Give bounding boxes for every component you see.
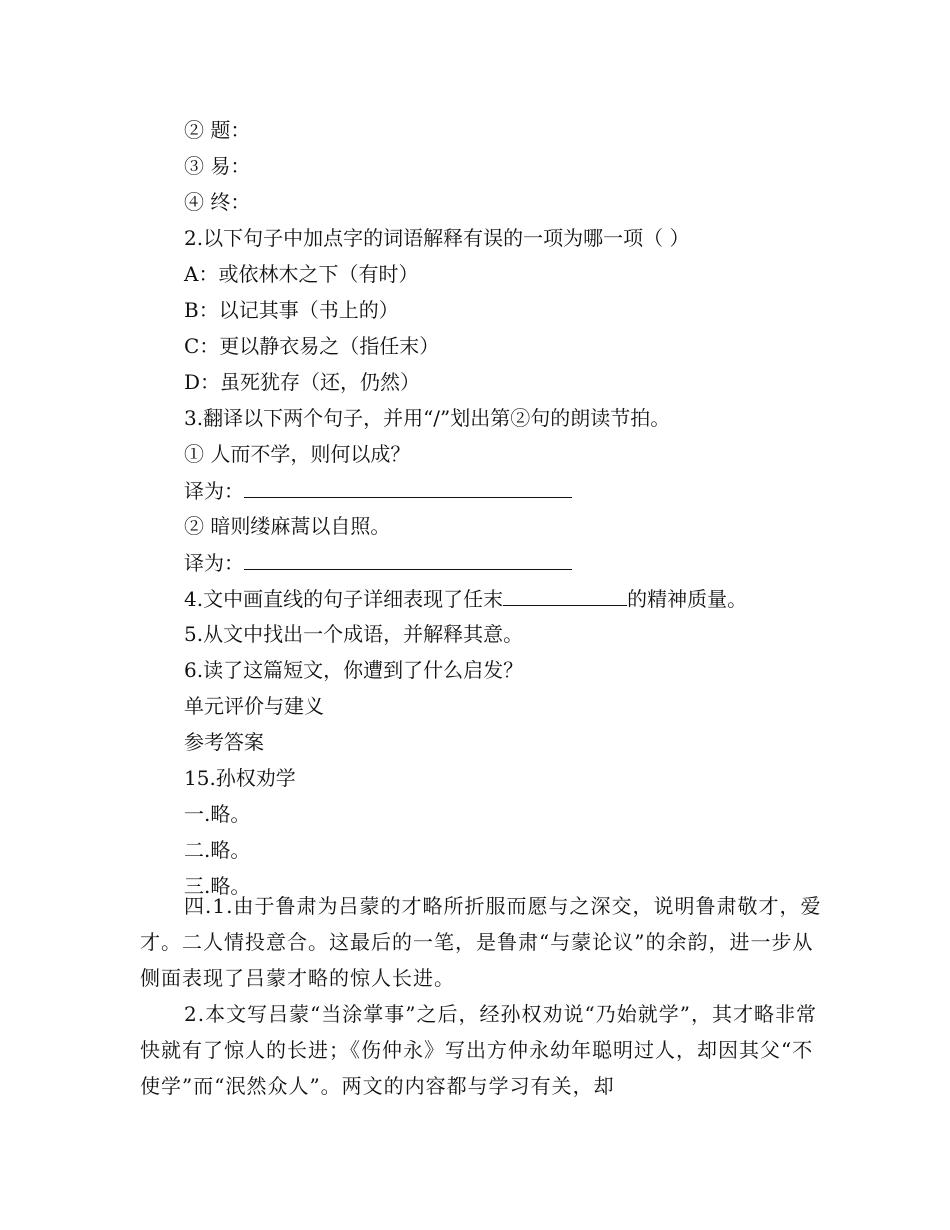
option-line: B：以记其事（书上的） xyxy=(184,298,399,322)
question-line: 3.翻译以下两个句子，并用“/”划出第②句的朗读节拍。 xyxy=(184,406,671,430)
answer-label: 译为： xyxy=(184,479,244,503)
section-heading: 单元评价与建义 xyxy=(184,694,324,718)
option-line: A：或依林木之下（有时） xyxy=(184,262,419,286)
text-line: ② 题： xyxy=(184,118,251,142)
answer-label: 译为： xyxy=(184,551,244,575)
text-line: ④ 终： xyxy=(184,190,251,214)
answer-item: 一.略。 xyxy=(184,802,251,826)
answer-blank[interactable] xyxy=(244,477,572,498)
text-line: ① 人而不学，则何以成？ xyxy=(184,442,411,466)
text-line: ③ 易： xyxy=(184,154,251,178)
answer-paragraph: 四.1.由于鲁肃为吕蒙的才略所折服而愿与之深交，说明鲁肃敬才，爱才。二人情投意合。这最后的一笔，是鲁肃“与蒙论议”的余韵，进一步从侧面表现了吕蒙才略的惊人长进。 xyxy=(140,894,822,990)
question-text: 的精神质量。 xyxy=(627,587,748,611)
answer-paragraph: 2.本文写吕蒙“当涂掌事”之后，经孙权劝说“乃始就学”，其才略非常快就有了惊人的长进；《伤仲永》写出方仲永幼年聪明过人，却因其父“不使学”而“泯然众人”。两文的内容都与学习有关，却 xyxy=(140,1002,817,1098)
text-line: ② 暗则缕麻蒿以自照。 xyxy=(184,514,391,538)
question-line: 2.以下句子中加点字的词语解释有误的一项为哪一项（ ） xyxy=(184,226,690,250)
answer-blank[interactable] xyxy=(244,549,572,570)
section-heading: 参考答案 xyxy=(184,730,264,754)
question-line xyxy=(184,585,747,612)
fill-blank[interactable] xyxy=(503,585,627,606)
answer-line xyxy=(184,549,572,576)
answer-item: 三.略。 xyxy=(184,874,251,898)
answer-item: 二.略。 xyxy=(184,838,251,862)
question-text: 4.文中画直线的句子详细表现了任末 xyxy=(184,587,504,611)
question-line: 6.读了这篇短文，你遭到了什么启发？ xyxy=(184,658,524,682)
answer-line xyxy=(184,477,572,504)
question-line: 5.从文中找出一个成语，并解释其意。 xyxy=(184,622,524,646)
lesson-title: 15.孙权劝学 xyxy=(184,766,296,790)
option-line: D：虽死犹存（还，仍然） xyxy=(184,370,421,394)
option-line: C：更以静衣易之（指任末） xyxy=(184,334,440,358)
